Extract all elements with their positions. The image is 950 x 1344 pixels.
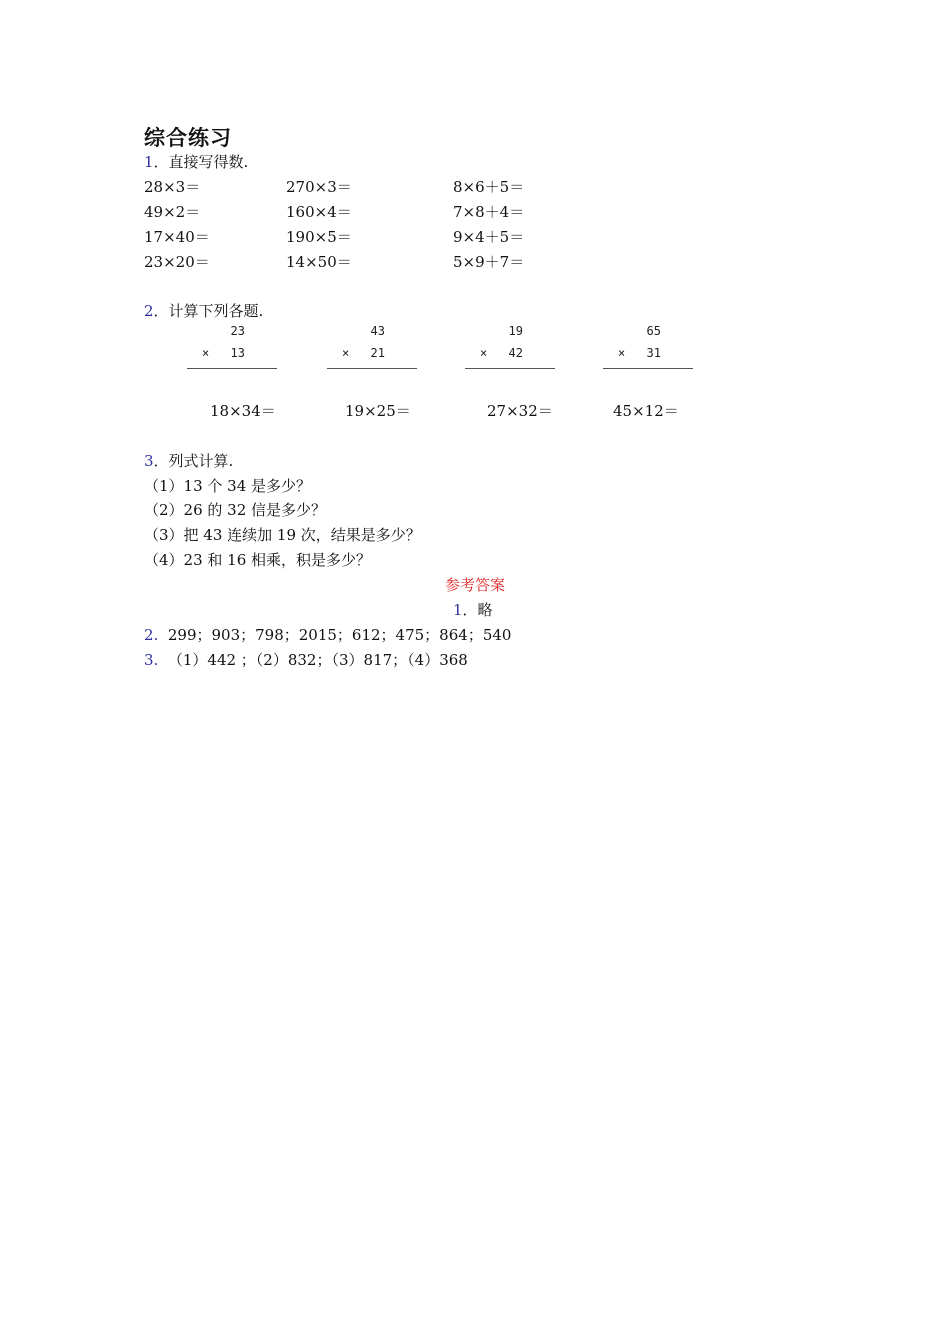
result-line	[465, 368, 555, 369]
q1-cell: 160×4＝	[286, 203, 352, 221]
q1-cell: 28×3＝	[144, 178, 201, 196]
answer-1	[453, 600, 493, 620]
q2-expression: 45×12＝	[613, 402, 679, 420]
answer-1-text: ．略	[462, 601, 493, 619]
question-2-number: 2	[144, 302, 154, 320]
multiply-sign: ×	[202, 346, 210, 360]
multiplicand: 65	[646, 324, 661, 338]
q3-item: （1）13 个 34 是多少？	[144, 477, 312, 495]
answer-1-number: 1	[453, 601, 463, 619]
answer-3	[144, 650, 468, 670]
multiply-sign: ×	[618, 346, 626, 360]
multiplier: 42	[508, 346, 523, 360]
question-2-text: ．计算下列各题.	[153, 302, 264, 320]
answer-2-number: 2.	[144, 626, 159, 644]
q3-item: （2）26 的 32 信是多少？	[144, 501, 327, 519]
multiply-sign: ×	[480, 346, 488, 360]
multiplier: 31	[646, 346, 661, 360]
vertical-multiplication	[187, 324, 277, 374]
q1-cell: 23×20＝	[144, 253, 210, 271]
answer-2	[144, 625, 511, 645]
q2-expression: 27×32＝	[487, 402, 553, 420]
question-1-heading	[144, 152, 248, 172]
question-1-text: ．直接写得数.	[153, 153, 249, 171]
q1-cell: 190×5＝	[286, 228, 352, 246]
q3-item: （3）把 43 连续加 19 次，结果是多少？	[144, 526, 421, 544]
result-line	[603, 368, 693, 369]
q1-cell: 7×8＋4＝	[453, 203, 525, 221]
question-3-text: ．列式计算.	[153, 452, 234, 470]
multiply-sign: ×	[342, 346, 350, 360]
answers-heading: 参考答案	[444, 576, 505, 594]
vertical-multiplication	[327, 324, 417, 374]
q1-cell: 49×2＝	[144, 203, 201, 221]
question-2-heading	[144, 301, 263, 321]
multiplier: 13	[230, 346, 245, 360]
question-3-number: 3	[144, 452, 154, 470]
multiplicand: 43	[370, 324, 385, 338]
multiplicand: 19	[508, 324, 523, 338]
q1-cell: 17×40＝	[144, 228, 210, 246]
vertical-multiplication	[465, 324, 555, 374]
answer-3-number: 3.	[144, 651, 159, 669]
result-line	[327, 368, 417, 369]
q3-item: （4）23 和 16 相乘，积是多少？	[144, 551, 372, 569]
vertical-multiplication	[603, 324, 693, 374]
answer-2-text: 299；903；798；2015；612；475；864；540	[167, 626, 512, 644]
multiplicand: 23	[230, 324, 245, 338]
q1-cell: 9×4＋5＝	[453, 228, 525, 246]
page-title: 综合练习	[144, 125, 232, 150]
q1-cell: 8×6＋5＝	[453, 178, 525, 196]
q1-cell: 5×9＋7＝	[453, 253, 525, 271]
question-3-heading	[144, 451, 233, 471]
q2-expression: 18×34＝	[210, 402, 276, 420]
result-line	[187, 368, 277, 369]
question-1-number: 1	[144, 153, 154, 171]
q1-cell: 14×50＝	[286, 253, 352, 271]
answer-3-text: （1）442 ；（2）832；（3）817；（4）368	[167, 651, 468, 669]
q1-cell: 270×3＝	[286, 178, 352, 196]
q2-expression: 19×25＝	[345, 402, 411, 420]
multiplier: 21	[370, 346, 385, 360]
